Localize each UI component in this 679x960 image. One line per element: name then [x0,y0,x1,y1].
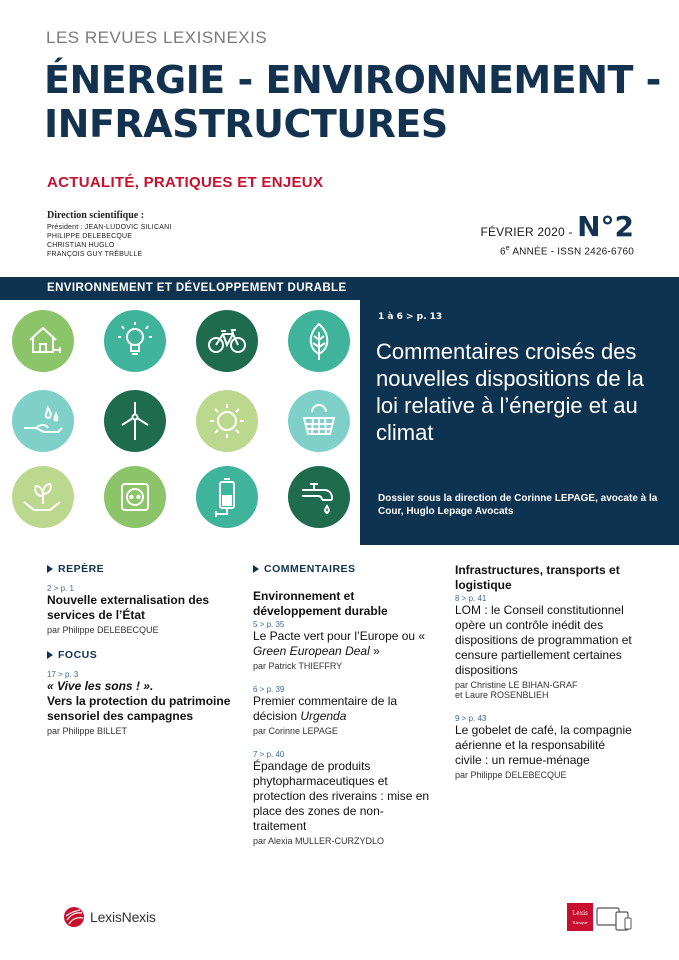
feature-title: Commentaires croisés des nouvelles dispositions de la loi relative à l’énergie et au climat [376,339,644,445]
section-focus-label: FOCUS [58,649,98,661]
article-8-author-1: par Christine LE BIHAN-GRAF [455,680,578,690]
hand-water-icon [12,390,74,452]
journal-title-line-2: INFRASTRUCTURES [44,102,448,146]
article-5-ref: 5 > p. 35 [253,620,285,629]
article-6-title-a: Premier commentaire de la décision [253,694,398,723]
article-7-title: Épandage de produits phytopharmaceutiques et protection des riverains : mise en place des zones de non-traitement [253,759,430,833]
repere-ref: 2 > p. 1 [47,584,74,593]
lexisnexis-globe-icon [63,906,85,928]
feature-subtitle: Dossier sous la direction de Corinne LEPAGE, avocate à la Cour, Huglo Lepage Avocats [378,493,658,517]
article-5-title-a: Le Pacte vert pour l’Europe ou « [253,629,426,643]
hand-plant-icon [12,466,74,528]
battery-icon [196,466,258,528]
column-repere-focus [47,563,237,736]
repere-title: Nouvelle externalisation des services de l’État [47,593,210,622]
section-repere-label: REPÈRE [58,563,105,575]
badge-text-1: Lexis [572,909,588,917]
wind-turbine-icon [104,390,166,452]
faucet-icon [288,466,350,528]
badge-text-2: Kiosque [572,920,588,925]
direction-line-4: FRANÇOIS GUY TRÉBULLE [47,251,143,258]
devices-icon [596,906,632,932]
section-focus [47,649,237,661]
feature-ref: 1 à 6 > p. 13 [378,312,443,322]
triangle-icon [253,565,259,573]
lexisnexis-logo [63,906,156,928]
category-infrastructures: Infrastructures, transports et logistique [455,563,620,592]
section-commentaires [253,563,433,575]
article-5-title-b: » [369,644,380,658]
house-plug-icon [12,310,74,372]
triangle-icon [47,651,53,659]
article-5-title [253,629,433,659]
column-infrastructures [455,563,635,780]
logo-text: LexisNexis [90,909,156,925]
journal-subtitle: ACTUALITÉ, PRATIQUES ET ENJEUX [47,174,324,191]
article-9-ref: 9 > p. 43 [455,714,487,723]
triangle-icon [47,565,53,573]
article-9-title: Le gobelet de café, la compagnie aérienne et la responsabilité civile : un remue-ménage [455,723,632,767]
column-commentaires [253,563,433,846]
focus-title-main: Vers la protection du patrimoine sensoriel des campagnes [47,694,231,723]
article-6-title-italic: Urgenda [300,709,347,723]
article-8-title: LOM : le Conseil constitutionnel opère un contrôle inédit des dispositions de programmation et censure partiellement certaines dispositions [455,603,632,677]
direction-label: Direction scientifique : [47,210,145,221]
journal-title-line-1: ÉNERGIE - ENVIRONNEMENT - [44,58,661,102]
article-6-ref: 6 > p. 39 [253,685,285,694]
lightbulb-icon [104,310,166,372]
year-sup: e [505,245,510,252]
lexis-kiosque-badge [567,903,593,931]
issue-date: FÉVRIER 2020 - [480,225,573,239]
article-9-author: par Philippe DELEBECQUE [455,770,567,780]
article-8-author-2: et Laure ROSENBLIEH [455,690,549,700]
article-5-author: par Patrick THIEFFRY [253,661,343,671]
article-6-author: par Corinne LEPAGE [253,726,338,736]
feature-pointer [346,313,354,327]
bicycle-icon [196,310,258,372]
article-8-ref: 8 > p. 41 [455,594,487,603]
issue-info [480,210,634,257]
year-rest: ANNÉE - ISSN 2426-6760 [509,246,634,258]
journal-title [44,58,661,146]
solar-panel-icon [288,390,350,452]
direction-line-president: Président : JEAN-LUDOVIC SILICANI [47,224,172,231]
issue-number: N°2 [577,210,634,243]
year-prefix: 6 [500,246,506,258]
feature-rubric: ENVIRONNEMENT ET DÉVELOPPEMENT DURABLE [0,277,360,300]
category-environnement: Environnement et développement durable [253,589,388,618]
focus-author: par Philippe BILLET [47,726,128,736]
repere-author: par Philippe DELEBECQUE [47,625,159,635]
focus-ref: 17 > p. 3 [47,670,79,679]
focus-title [47,679,237,724]
direction-line-3: CHRISTIAN HUGLO [47,242,115,249]
article-6-title [253,694,433,724]
power-socket-icon [104,466,166,528]
section-repere [47,563,237,575]
focus-title-italic: « Vive les sons ! ». [47,679,154,693]
scientific-direction [47,211,171,259]
article-5-title-italic: Green European Deal [253,644,370,658]
icon-illustration [0,300,360,545]
article-7-author: par Alexia MULLER-CURZYDLO [253,836,385,846]
leaf-icon [288,310,350,372]
series-label: LES REVUES LEXISNEXIS [46,28,268,47]
direction-line-2: PHILIPPE DELEBECQUE [47,233,133,240]
issue-year-issn [480,245,634,257]
article-7-ref: 7 > p. 40 [253,750,285,759]
section-commentaires-label: COMMENTAIRES [264,563,356,575]
sun-icon [196,390,258,452]
